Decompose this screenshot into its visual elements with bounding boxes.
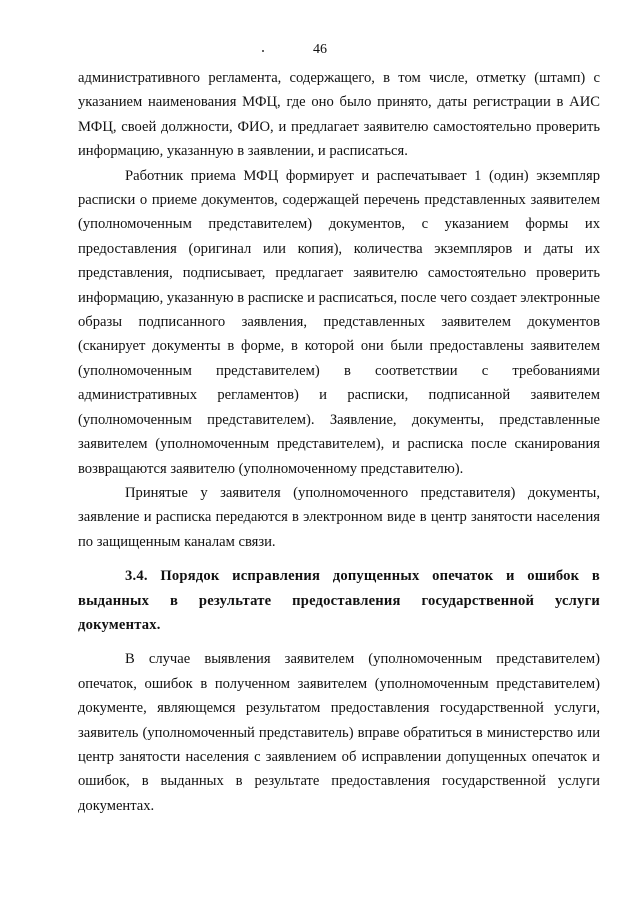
scan-speck bbox=[262, 50, 264, 52]
section-heading: 3.4. Порядок исправления допущенных опечаток и ошибок в выданных в результате предоставления государственной услуги документах. bbox=[78, 568, 600, 633]
paragraph-continuation: административного регламента, содержащего, в том числе, отметку (штамп) с указанием наименования МФЦ, где оно было принято, даты регистрации в АИС МФЦ, своей должности, ФИО, и предлагает заявителю самостоятельно проверить информацию, указанную в заявлении, и расписаться. bbox=[78, 70, 600, 160]
paragraph-mfc-receipt: Работник приема МФЦ формирует и распечатывает 1 (один) экземпляр расписки о приеме документов, содержащей перечень представленных заявителем (уполномоченным представителем) документов, с указанием формы их предоставления (оригинал или копия), количества экземпляров и даты их представления, подписывает, предлагает заявителю самостоятельно проверить информацию, указанную в расписке и расписаться, после чего создает электронные образы подписанного заявления, представленных заявителем документов (сканирует документы в форме, в которой они были предоставлены заявителем (уполномоченным представителем) в соответствии с требованиями административных регламентов) и расписки, подписанной заявителем (уполномоченным представителем). Заявление, документы, представленные заявителем (уполномоченным представителем), и расписка после сканирования возвращаются заявителю (уполномоченному представителю). bbox=[78, 167, 600, 477]
paragraph-transfer: Принятые у заявителя (уполномоченного представителя) документы, заявление и расписка передаются в электронном виде в центр занятости населения по защищенным каналам связи. bbox=[78, 484, 600, 550]
document-body bbox=[78, 66, 600, 818]
spacer bbox=[78, 637, 600, 647]
paragraph-corrections: В случае выявления заявителем (уполномоченным представителем) опечаток, ошибок в полученном заявителем (уполномоченным представителем) документе, являющемся результатом предоставления государственной услуги, заявитель (уполномоченный представитель) вправе обратиться в министерство или центр занятости населения с заявлением об исправлении допущенных опечаток и ошибок, в выданных в результате предоставления государственной услуги документах. bbox=[78, 651, 600, 814]
page-number: 46 bbox=[313, 42, 327, 57]
